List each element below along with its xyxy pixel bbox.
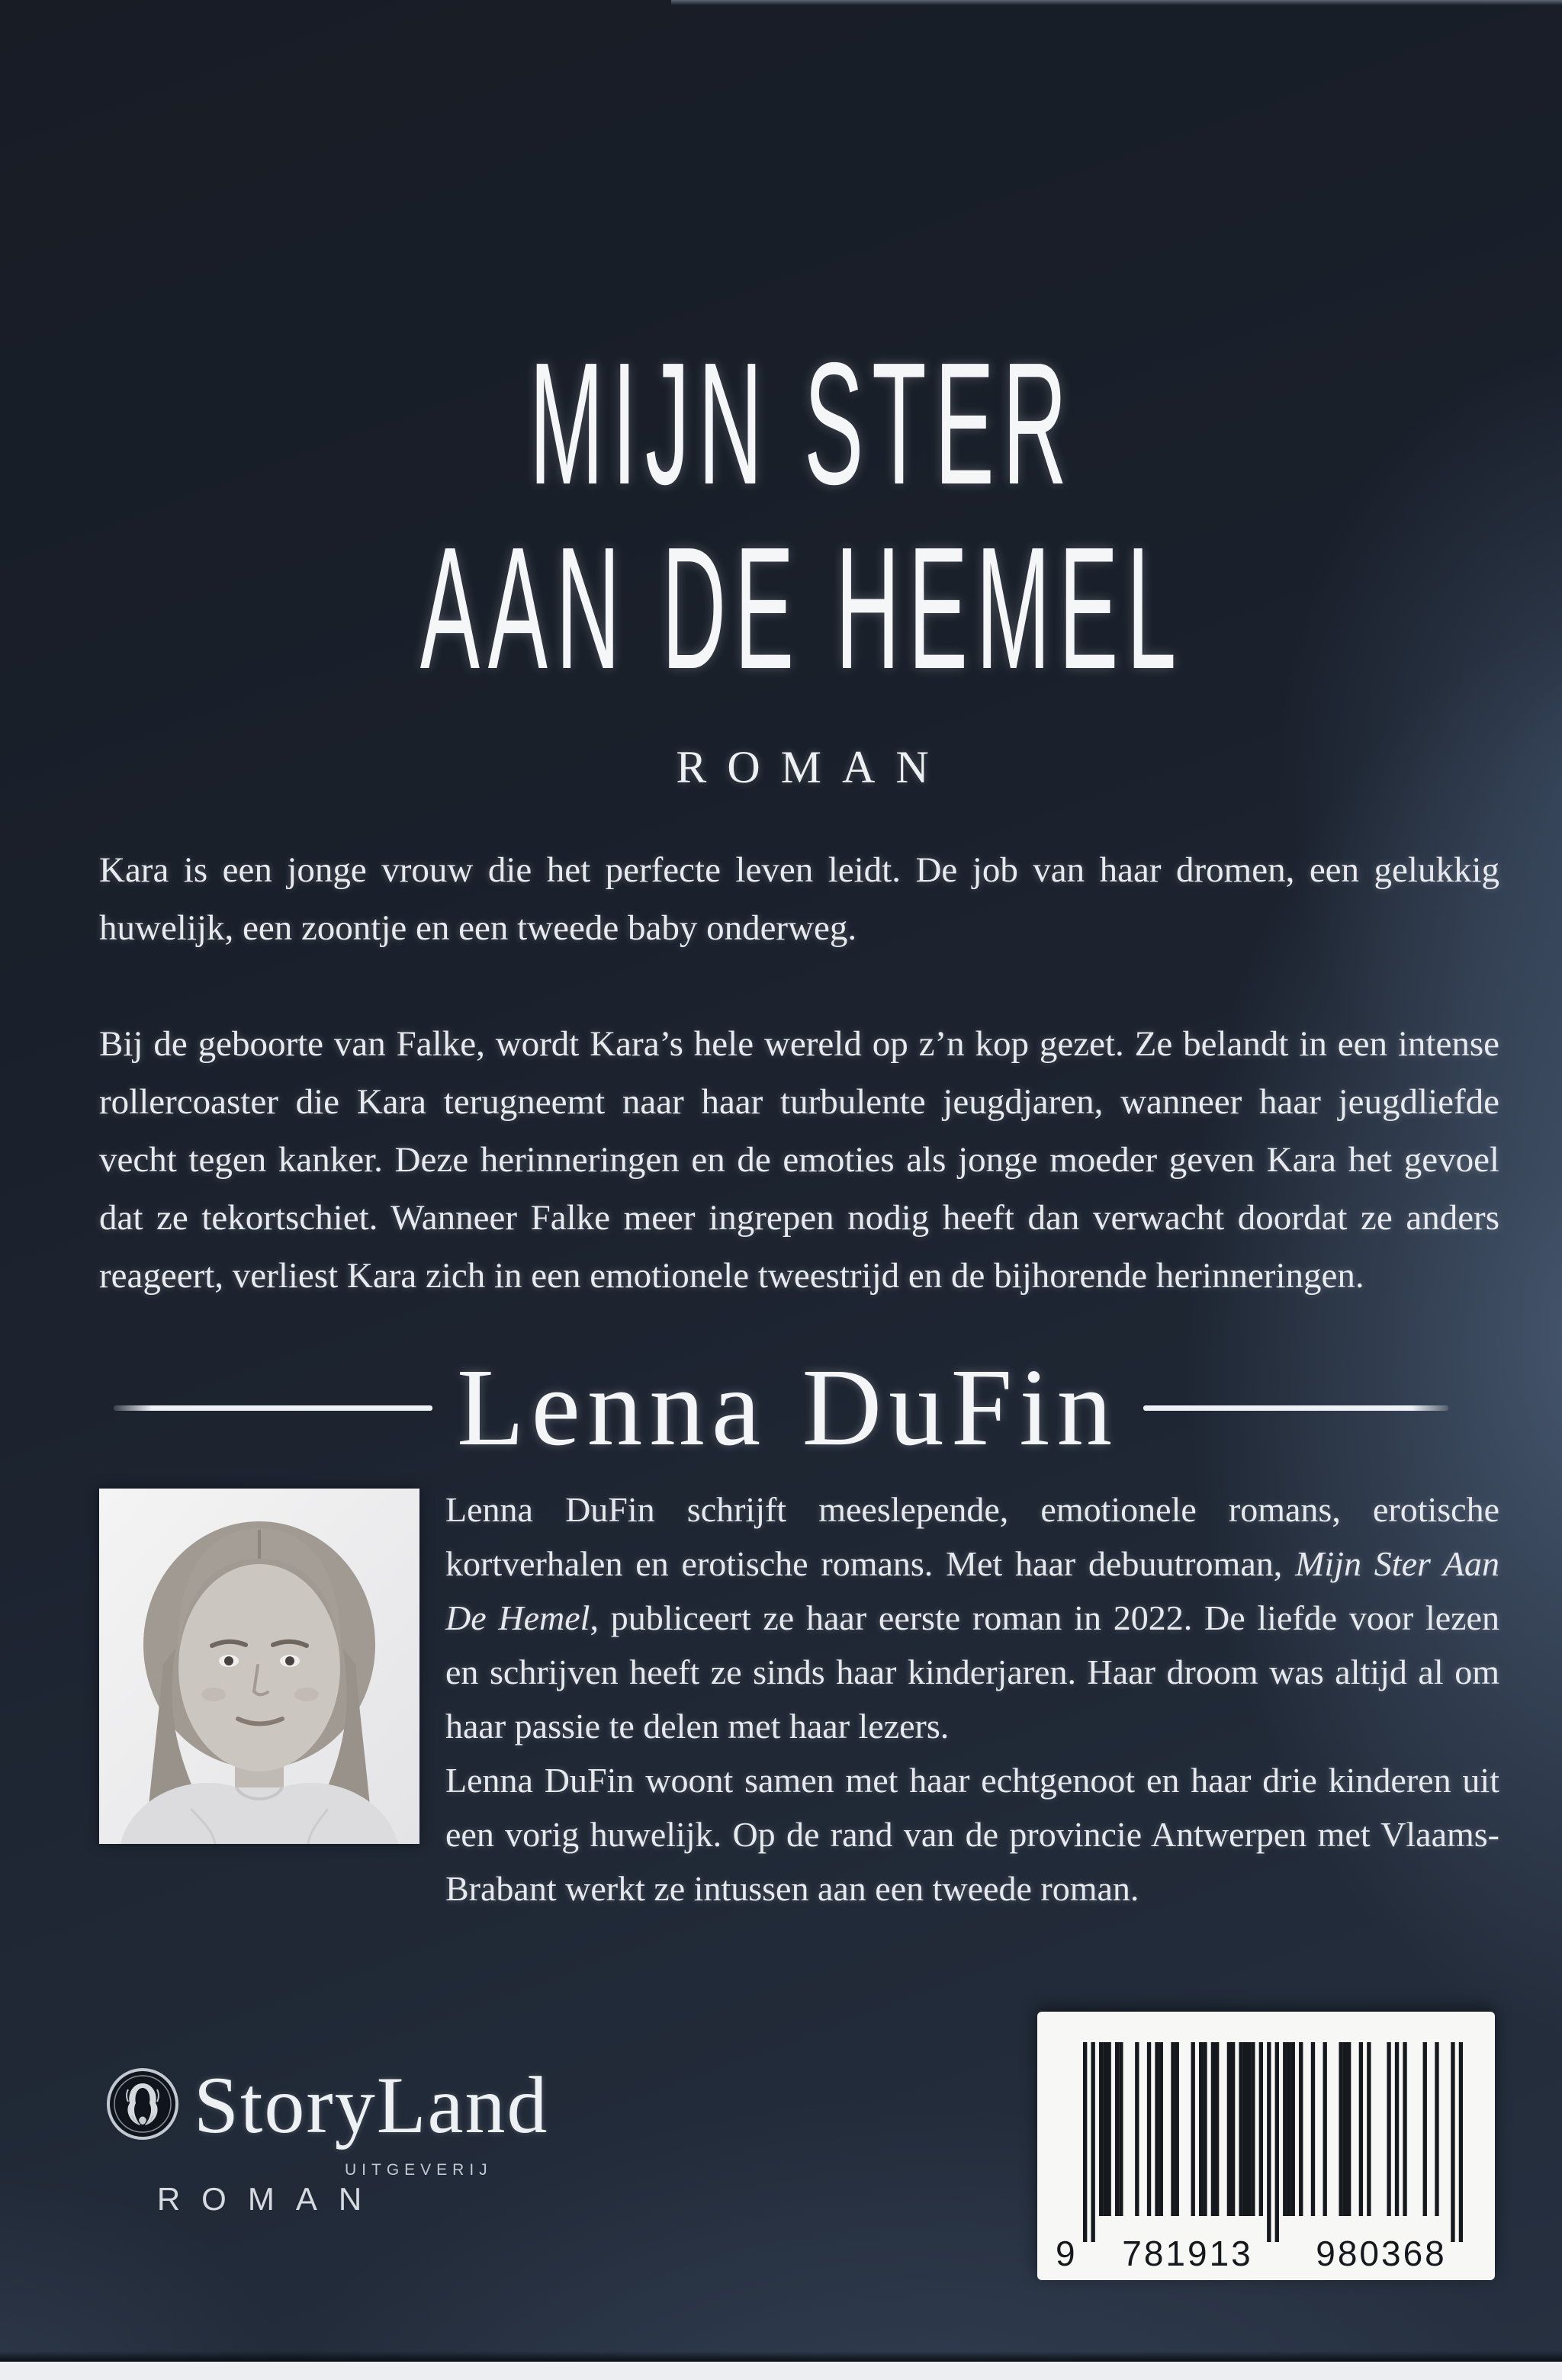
bio-paragraph-2: Lenna DuFin woont samen met haar echtgenoot en haar drie kinderen uit een vorig huwelijk. Op de rand van de provincie Antwerpen met Vlaams-Brabant werkt ze intussen aan een tweede roman.: [445, 1761, 1499, 1908]
isbn-group-2: 980368: [1316, 2234, 1447, 2273]
barcode-bars: [1083, 2042, 1463, 2242]
lion-emblem-icon: [105, 2067, 180, 2141]
synopsis-paragraph-1: Kara is een jonge vrouw die het perfecte leven leidt. De job van haar dromen, een gelukkig huwelijk, een zoontje en een tweede baby onderweg.: [99, 850, 1499, 948]
author-name-row: [0, 1347, 1562, 1469]
bio-text-a: Lenna DuFin schrijft meeslepende, emotionele romans, erotische kortverhalen en erotische romans. Met haar debuutroman,: [445, 1490, 1499, 1583]
author-rule-right: [1143, 1405, 1448, 1411]
genre-label: ROMAN: [676, 742, 950, 792]
author-bio: [99, 1482, 1499, 1916]
author-portrait-illustration: [99, 1489, 419, 1844]
isbn-check-digit: 9: [1056, 2234, 1078, 2273]
bio-book-title: Mijn Ster Aan De Hemel: [445, 1544, 1499, 1637]
publisher-name: StoryLand: [194, 2060, 549, 2150]
publisher-tagline: UITGEVERIJ: [345, 2161, 493, 2179]
synopsis-paragraph-2: Bij de geboorte van Falke, wordt Kara’s hele wereld op z’n kop gezet. Ze belandt in een intense rollercoaster die Kara terugneemt naar haar turbulente jeugdjaren, wanneer haar jeugdliefde vecht tegen kanker. Deze herinneringen en de emoties als jonge moeder geven Kara het gevoel dat ze tekortschiet. Wanneer Falke meer ingrepen nodig heeft dan verwacht doordat ze anders reageert, verliest Kara zich in een emotionele tweestrijd en de bijhorende herinneringen.: [99, 1024, 1499, 1296]
author-photo: [99, 1489, 419, 1844]
imprint-label: ROMAN: [156, 2181, 384, 2217]
isbn-digits: [1037, 2233, 1495, 2271]
isbn-group-1: 781913: [1122, 2234, 1253, 2273]
bottom-strip: [0, 2362, 1562, 2380]
bio-text-b: , publiceert ze haar eerste roman in 2022. De liefde voor lezen en schrijven heeft ze sinds haar kinderjaren. Haar droom was altijd al om haar passie te delen met haar lezers.: [445, 1598, 1499, 1746]
author-name: Lenna DuFin: [456, 1347, 1120, 1469]
barcode-panel: [1037, 2012, 1495, 2280]
author-rule-left: [114, 1405, 432, 1411]
top-edge-highlight: [671, 0, 1562, 5]
bottom-fade: [0, 2351, 1562, 2362]
book-title-line1: MIJN STER: [529, 326, 1075, 521]
book-title-line2: AAN DE HEMEL: [419, 510, 1185, 705]
